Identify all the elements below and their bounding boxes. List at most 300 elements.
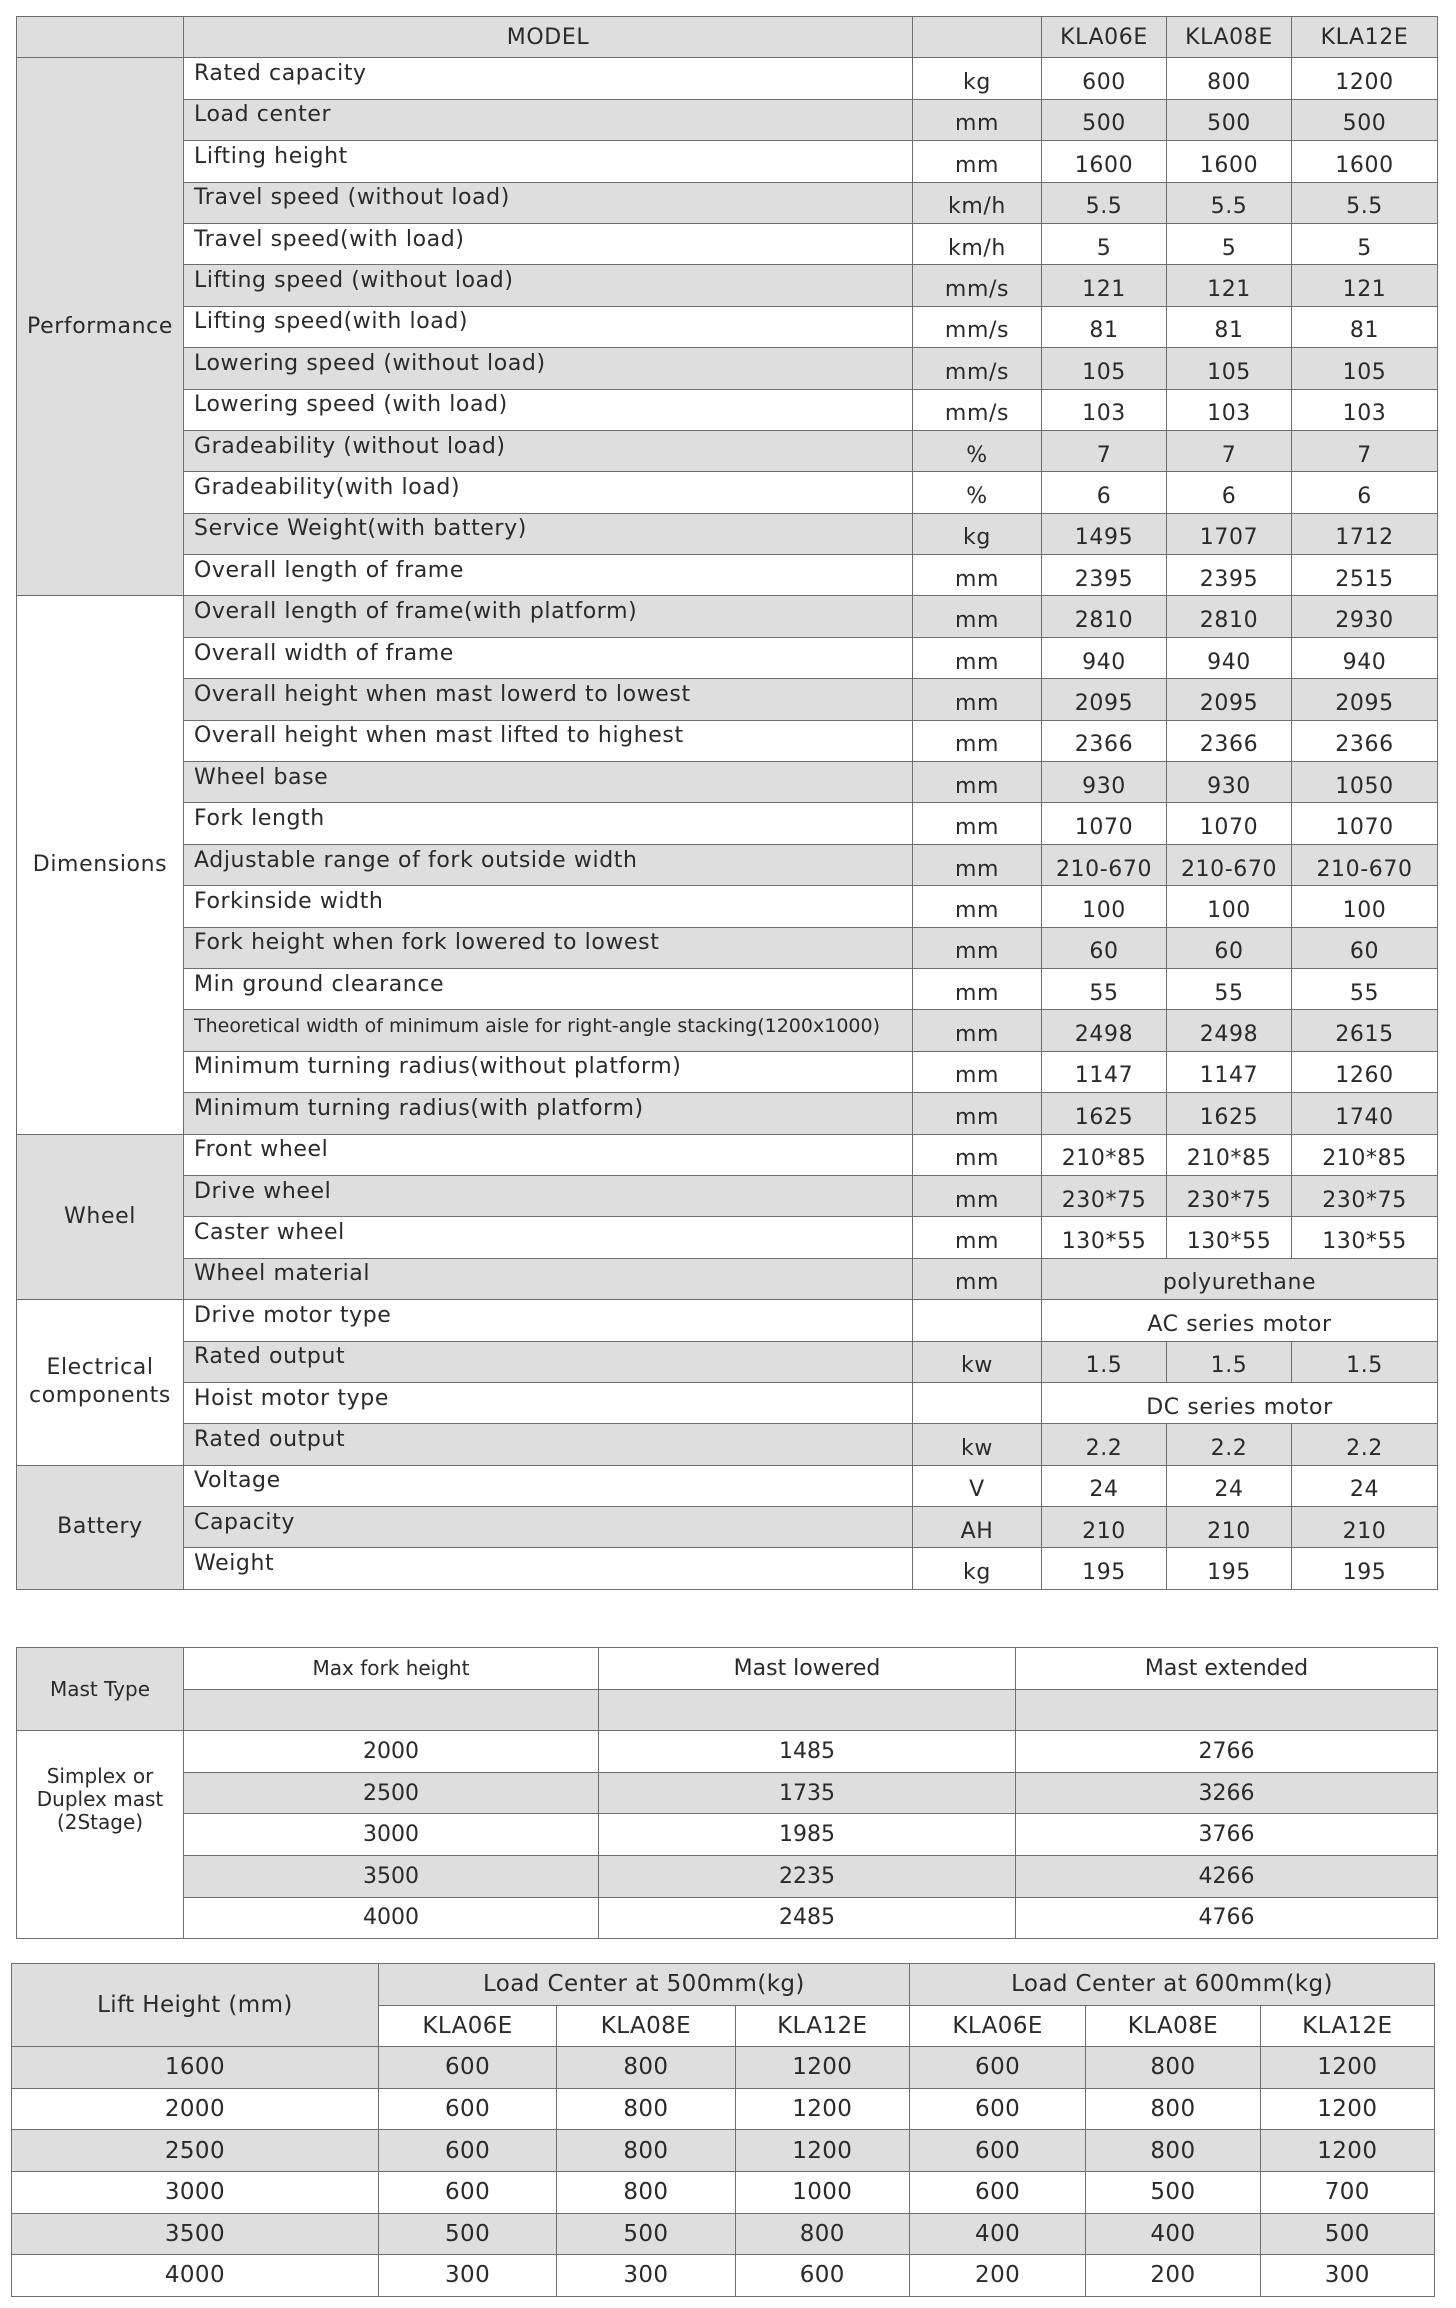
model-header: KLA06E xyxy=(378,2005,556,2047)
spec-unit-text: kw xyxy=(961,1435,993,1461)
spec-unit xyxy=(913,1217,1042,1258)
spec-unit-text: mm xyxy=(954,732,1000,758)
spec-value xyxy=(1167,223,1292,264)
spec-unit-text: mm xyxy=(954,856,1000,882)
spec-label-text: Voltage xyxy=(194,1468,281,1494)
spec-unit-text: mm xyxy=(954,1063,1000,1089)
spec-value-text: 130*55 xyxy=(1322,1229,1407,1255)
mast-cell: 1485 xyxy=(599,1731,1016,1773)
mast-row xyxy=(17,1814,1438,1856)
spec-value xyxy=(1167,596,1292,637)
lift-height-cell: 2500 xyxy=(12,2130,379,2172)
spec-value xyxy=(1292,596,1438,637)
spec-unit-text: mm xyxy=(954,1229,1000,1255)
group-performance: Performance xyxy=(17,58,184,596)
spec-value-text: 2498 xyxy=(1199,1022,1259,1048)
spec-label xyxy=(184,182,913,223)
spec-value xyxy=(1292,1051,1438,1092)
mast-lowered-header: Mast lowered xyxy=(599,1648,1016,1690)
spec-row xyxy=(17,58,1438,99)
spec-value xyxy=(1167,1175,1292,1216)
spec-value xyxy=(1042,430,1167,471)
spec-value xyxy=(1042,679,1167,720)
spec-value-text: 2615 xyxy=(1335,1022,1394,1048)
spec-label xyxy=(184,555,913,596)
spec-value-text: 800 xyxy=(1207,70,1251,96)
spec-value xyxy=(1167,637,1292,678)
spec-unit xyxy=(913,1051,1042,1092)
spec-unit xyxy=(913,1507,1042,1548)
spec-label-text: Service Weight(with battery) xyxy=(194,516,527,542)
spec-label-text: Caster wheel xyxy=(194,1220,345,1246)
spec-row xyxy=(17,762,1438,803)
spec-value-text: 500 xyxy=(1082,111,1126,137)
spec-value xyxy=(1167,762,1292,803)
spec-row xyxy=(17,1548,1438,1589)
spec-unit xyxy=(913,1424,1042,1465)
spec-value xyxy=(1292,1093,1438,1134)
spec-value xyxy=(1292,141,1438,182)
spec-value xyxy=(1292,886,1438,927)
spec-label-text: Capacity xyxy=(194,1509,295,1535)
spec-row xyxy=(17,927,1438,968)
spec-value-text: 60 xyxy=(1349,939,1380,965)
capacity-cell: 800 xyxy=(557,2047,735,2089)
spec-value xyxy=(1292,182,1438,223)
capacity-cell: 200 xyxy=(1086,2255,1260,2297)
capacity-cell: 500 xyxy=(1260,2213,1434,2255)
spec-value xyxy=(1167,182,1292,223)
spec-label-text: Weight xyxy=(194,1551,275,1577)
spec-value xyxy=(1042,968,1167,1009)
spec-label xyxy=(184,306,913,347)
spec-value xyxy=(1042,513,1167,554)
spec-value xyxy=(1167,1010,1292,1051)
spec-value xyxy=(1167,927,1292,968)
spec-value xyxy=(1167,1134,1292,1175)
spec-label xyxy=(184,637,913,678)
load-row xyxy=(12,2255,1435,2297)
spec-unit xyxy=(913,1465,1042,1506)
mast-cell: 2766 xyxy=(1016,1731,1438,1773)
capacity-cell: 1000 xyxy=(735,2171,909,2213)
spec-merged-value-text: polyurethane xyxy=(1162,1270,1317,1296)
spec-value-text: 60 xyxy=(1214,939,1244,965)
capacity-cell: 500 xyxy=(1086,2171,1260,2213)
spec-value xyxy=(1167,306,1292,347)
model-header-kla12e: KLA12E xyxy=(1292,17,1438,58)
spec-value-text: 5.5 xyxy=(1210,194,1248,220)
capacity-cell: 700 xyxy=(1260,2171,1434,2213)
mast-header-row xyxy=(17,1648,1438,1690)
spec-unit-text: % xyxy=(966,483,988,509)
spec-value-text: 2.2 xyxy=(1346,1435,1383,1461)
spec-row xyxy=(17,141,1438,182)
spec-row xyxy=(17,182,1438,223)
spec-row xyxy=(17,555,1438,596)
spec-value xyxy=(1167,348,1292,389)
spec-unit xyxy=(913,927,1042,968)
spec-label xyxy=(184,348,913,389)
spec-value xyxy=(1292,1134,1438,1175)
spec-value-text: 103 xyxy=(1082,401,1126,427)
spec-value-text: 930 xyxy=(1207,773,1251,799)
spec-label-text: Lifting speed (without load) xyxy=(194,268,514,294)
spec-unit-text: % xyxy=(966,442,988,468)
spec-value xyxy=(1292,348,1438,389)
empty-subheader-cell xyxy=(599,1689,1016,1731)
lift-height-cell: 2000 xyxy=(12,2088,379,2130)
spec-value-text: 210-670 xyxy=(1055,856,1153,882)
spec-label-text: Travel speed(with load) xyxy=(194,226,465,252)
spec-value-text: 2810 xyxy=(1199,608,1259,634)
spec-row xyxy=(17,1010,1438,1051)
spec-value xyxy=(1042,58,1167,99)
spec-value xyxy=(1042,720,1167,761)
spec-value-text: 6 xyxy=(1096,483,1112,509)
spec-row xyxy=(17,1465,1438,1506)
spec-unit-text: mm/s xyxy=(944,277,1010,303)
capacity-cell: 600 xyxy=(378,2171,556,2213)
spec-row xyxy=(17,720,1438,761)
spec-value xyxy=(1042,472,1167,513)
spec-value xyxy=(1167,1051,1292,1092)
spec-unit-text: mm xyxy=(954,690,1000,716)
spec-value-text: 2930 xyxy=(1335,608,1394,634)
spec-label-text: Forkinside width xyxy=(194,888,384,914)
spec-value-text: 100 xyxy=(1082,897,1126,923)
spec-value xyxy=(1167,886,1292,927)
spec-merged-value xyxy=(1042,1258,1438,1299)
spec-value-text: 210 xyxy=(1082,1518,1126,1544)
spec-value xyxy=(1167,968,1292,1009)
spec-value-text: 230*75 xyxy=(1186,1187,1272,1213)
spec-unit xyxy=(913,389,1042,430)
spec-label xyxy=(184,1382,913,1423)
spec-value-text: 210*85 xyxy=(1322,1146,1407,1172)
spec-label xyxy=(184,803,913,844)
mast-cell: 2235 xyxy=(599,1855,1016,1897)
spec-value xyxy=(1167,1465,1292,1506)
mast-row xyxy=(17,1897,1438,1939)
spec-label-text: Overall length of frame(with platform) xyxy=(194,599,638,625)
spec-value xyxy=(1292,1175,1438,1216)
spec-value-text: 600 xyxy=(1082,70,1126,96)
spec-label xyxy=(184,1217,913,1258)
spec-row xyxy=(17,513,1438,554)
spec-value xyxy=(1292,223,1438,264)
spec-unit-text: mm/s xyxy=(944,401,1010,427)
spec-value xyxy=(1042,1507,1167,1548)
spec-unit-text: mm/s xyxy=(944,318,1010,344)
capacity-cell: 1200 xyxy=(735,2047,909,2089)
spec-row xyxy=(17,679,1438,720)
load-row xyxy=(12,2130,1435,2172)
spec-label xyxy=(184,1465,913,1506)
spec-label xyxy=(184,927,913,968)
load-row xyxy=(12,2088,1435,2130)
spec-unit-text: mm xyxy=(954,566,1000,592)
spec-value xyxy=(1292,1424,1438,1465)
spec-value xyxy=(1042,1051,1167,1092)
header-blank-cell xyxy=(17,17,184,58)
spec-row xyxy=(17,389,1438,430)
capacity-cell: 1200 xyxy=(1260,2130,1434,2172)
capacity-cell: 600 xyxy=(378,2047,556,2089)
spec-label-text: Load center xyxy=(194,102,332,128)
spec-value xyxy=(1042,803,1167,844)
capacity-cell: 300 xyxy=(557,2255,735,2297)
spec-row xyxy=(17,348,1438,389)
lift-height-cell: 1600 xyxy=(12,2047,379,2089)
spec-value xyxy=(1042,141,1167,182)
spec-value xyxy=(1167,472,1292,513)
spec-label-text: Hoist motor type xyxy=(194,1385,389,1411)
capacity-cell: 600 xyxy=(378,2130,556,2172)
spec-value-text: 105 xyxy=(1207,359,1251,385)
spec-unit xyxy=(913,513,1042,554)
spec-value-text: 103 xyxy=(1342,401,1387,427)
spec-row xyxy=(17,1051,1438,1092)
spec-value-text: 210*85 xyxy=(1061,1146,1147,1172)
spec-row xyxy=(17,596,1438,637)
spec-value-text: 7 xyxy=(1096,442,1112,468)
spec-unit xyxy=(913,1341,1042,1382)
spec-value-text: 100 xyxy=(1207,897,1251,923)
spec-label xyxy=(184,430,913,471)
capacity-cell: 300 xyxy=(1260,2255,1434,2297)
spec-value-text: 6 xyxy=(1357,483,1372,509)
spec-value xyxy=(1042,555,1167,596)
spec-unit xyxy=(913,348,1042,389)
spec-unit-text: kg xyxy=(963,525,991,551)
capacity-cell: 800 xyxy=(1086,2088,1260,2130)
spec-value-text: 1050 xyxy=(1335,773,1394,799)
spec-value-text: 81 xyxy=(1214,318,1244,344)
spec-value xyxy=(1292,1010,1438,1051)
mast-cell: 3000 xyxy=(184,1814,599,1856)
spec-value-text: 1600 xyxy=(1199,152,1259,178)
spec-value xyxy=(1167,803,1292,844)
spec-label xyxy=(184,1051,913,1092)
spec-merged-value xyxy=(1042,1300,1438,1341)
spec-value-text: 2395 xyxy=(1074,566,1134,592)
group-wheel: Wheel xyxy=(17,1134,184,1300)
load-row xyxy=(12,2047,1435,2089)
spec-value xyxy=(1167,720,1292,761)
spec-value xyxy=(1292,637,1438,678)
mast-cell: 2485 xyxy=(599,1897,1016,1939)
spec-value-text: 5 xyxy=(1357,235,1372,261)
spec-unit-text: mm xyxy=(954,1146,1000,1172)
spec-value xyxy=(1167,1548,1292,1589)
spec-unit-text: mm xyxy=(954,111,1000,137)
spec-unit-text: mm xyxy=(954,773,1000,799)
spec-value xyxy=(1042,844,1167,885)
mast-row xyxy=(17,1731,1438,1773)
spec-label xyxy=(184,141,913,182)
spec-merged-value-text: AC series motor xyxy=(1147,1311,1332,1337)
spec-label xyxy=(184,472,913,513)
spec-value-text: 24 xyxy=(1089,1477,1119,1503)
spec-unit-text: kw xyxy=(961,1353,993,1379)
spec-value-text: 130*55 xyxy=(1186,1229,1272,1255)
spec-value xyxy=(1167,1424,1292,1465)
spec-unit xyxy=(913,1382,1042,1423)
spec-label-text: Lowering speed (with load) xyxy=(194,392,508,418)
spec-value-text: 105 xyxy=(1342,359,1387,385)
spec-merged-value xyxy=(1042,1382,1438,1423)
spec-unit-text: mm xyxy=(954,1022,1000,1048)
spec-unit-text: AH xyxy=(960,1518,994,1544)
spec-label xyxy=(184,844,913,885)
spec-value-text: 2366 xyxy=(1335,732,1394,758)
spec-label-text: Drive motor type xyxy=(194,1302,392,1328)
spec-unit-text: mm xyxy=(954,980,1000,1006)
spec-unit xyxy=(913,1300,1042,1341)
mast-table xyxy=(16,1647,1438,1939)
capacity-cell: 1200 xyxy=(1260,2047,1434,2089)
spec-value xyxy=(1042,1093,1167,1134)
spec-value xyxy=(1042,348,1167,389)
spec-label-text: Fork length xyxy=(194,806,325,832)
mast-cell: 1985 xyxy=(599,1814,1016,1856)
spec-value-text: 121 xyxy=(1082,277,1126,303)
spec-unit xyxy=(913,1093,1042,1134)
spec-label xyxy=(184,1258,913,1299)
spec-value xyxy=(1042,265,1167,306)
load-center-600-header: Load Center at 600mm(kg) xyxy=(909,1964,1434,2006)
spec-value xyxy=(1042,99,1167,140)
spec-label xyxy=(184,389,913,430)
mast-cell: 3266 xyxy=(1016,1772,1438,1814)
spec-label-text: Overall length of frame xyxy=(194,557,464,583)
spec-row xyxy=(17,430,1438,471)
spec-value xyxy=(1292,513,1438,554)
spec-value-text: 2395 xyxy=(1199,566,1259,592)
spec-label-text: Lifting speed(with load) xyxy=(194,309,469,335)
spec-value-text: 930 xyxy=(1082,773,1126,799)
model-header: KLA12E xyxy=(1260,2005,1434,2047)
mast-cell: 4266 xyxy=(1016,1855,1438,1897)
spec-value xyxy=(1292,1548,1438,1589)
capacity-cell: 800 xyxy=(557,2130,735,2172)
spec-value xyxy=(1167,679,1292,720)
spec-label-text: Lifting height xyxy=(194,143,348,169)
capacity-cell: 1200 xyxy=(735,2130,909,2172)
spec-value-text: 2810 xyxy=(1074,608,1134,634)
spec-unit xyxy=(913,223,1042,264)
spec-value xyxy=(1167,1093,1292,1134)
spec-value xyxy=(1042,927,1167,968)
spec-row xyxy=(17,1424,1438,1465)
group-battery: Battery xyxy=(17,1465,184,1589)
spec-label-text: Rated output xyxy=(194,1426,346,1452)
spec-value-text: 1070 xyxy=(1199,815,1259,841)
load-row xyxy=(12,2171,1435,2213)
empty-subheader-cell xyxy=(1016,1689,1438,1731)
capacity-cell: 600 xyxy=(909,2130,1085,2172)
mast-row xyxy=(17,1855,1438,1897)
spec-value-text: 121 xyxy=(1342,277,1387,303)
max-fork-height-header: Max fork height xyxy=(184,1648,599,1690)
spec-label xyxy=(184,1175,913,1216)
capacity-cell: 400 xyxy=(1086,2213,1260,2255)
spec-value xyxy=(1292,1507,1438,1548)
model-header-kla06e: KLA06E xyxy=(1042,17,1167,58)
spec-value-text: 210-670 xyxy=(1180,856,1278,882)
spec-label-text: Drive wheel xyxy=(194,1178,332,1204)
spec-value xyxy=(1042,1175,1167,1216)
spec-value xyxy=(1167,141,1292,182)
lift-height-header: Lift Height (mm) xyxy=(12,1964,379,2047)
spec-value-text: 195 xyxy=(1207,1560,1251,1586)
spec-value-text: 7 xyxy=(1221,442,1237,468)
spec-value-text: 100 xyxy=(1342,897,1387,923)
capacity-cell: 400 xyxy=(909,2213,1085,2255)
spec-value-text: 2498 xyxy=(1074,1022,1134,1048)
spec-value xyxy=(1042,1134,1167,1175)
spec-label-text: Front wheel xyxy=(194,1137,329,1163)
spec-value-text: 210*85 xyxy=(1186,1146,1272,1172)
mast-cell: 2000 xyxy=(184,1731,599,1773)
mast-cell: 4000 xyxy=(184,1897,599,1939)
mast-cell: 1735 xyxy=(599,1772,1016,1814)
spec-value xyxy=(1167,389,1292,430)
spec-value xyxy=(1292,803,1438,844)
spec-value-text: 1495 xyxy=(1074,525,1134,551)
spec-value-text: 940 xyxy=(1207,649,1251,675)
mast-type-header: Mast Type xyxy=(17,1648,184,1731)
capacity-cell: 600 xyxy=(909,2171,1085,2213)
spec-unit xyxy=(913,58,1042,99)
spec-value-text: 5 xyxy=(1221,235,1237,261)
spec-row xyxy=(17,1093,1438,1134)
spec-value-text: 1625 xyxy=(1074,1104,1134,1130)
spec-value-text: 5.5 xyxy=(1346,194,1383,220)
spec-value-text: 24 xyxy=(1214,1477,1244,1503)
spec-value xyxy=(1292,720,1438,761)
spec-value-text: 130*55 xyxy=(1061,1229,1147,1255)
spec-label xyxy=(184,762,913,803)
spec-label-text: Fork height when fork lowered to lowest xyxy=(194,930,660,956)
spec-value xyxy=(1042,596,1167,637)
spec-row xyxy=(17,1217,1438,1258)
spec-value xyxy=(1167,1341,1292,1382)
spec-value xyxy=(1042,637,1167,678)
spec-value-text: 1740 xyxy=(1335,1104,1394,1130)
spec-unit xyxy=(913,555,1042,596)
spec-value-text: 2366 xyxy=(1199,732,1259,758)
spec-label-text: Wheel base xyxy=(194,764,329,790)
spec-label-text: Minimum turning radius(with platform) xyxy=(194,1095,644,1121)
spec-value-text: 1070 xyxy=(1074,815,1134,841)
spec-label xyxy=(184,1010,913,1051)
spec-unit xyxy=(913,720,1042,761)
spec-value xyxy=(1167,265,1292,306)
spec-value-text: 500 xyxy=(1342,111,1387,137)
capacity-cell: 200 xyxy=(909,2255,1085,2297)
spec-label xyxy=(184,596,913,637)
capacity-cell: 1200 xyxy=(1260,2088,1434,2130)
spec-value-text: 1260 xyxy=(1335,1063,1394,1089)
spec-unit xyxy=(913,679,1042,720)
spec-label-text: Rated output xyxy=(194,1344,346,1370)
model-header: KLA12E xyxy=(735,2005,909,2047)
spec-value-text: 2095 xyxy=(1335,690,1394,716)
model-header: KLA06E xyxy=(909,2005,1085,2047)
spec-label xyxy=(184,886,913,927)
